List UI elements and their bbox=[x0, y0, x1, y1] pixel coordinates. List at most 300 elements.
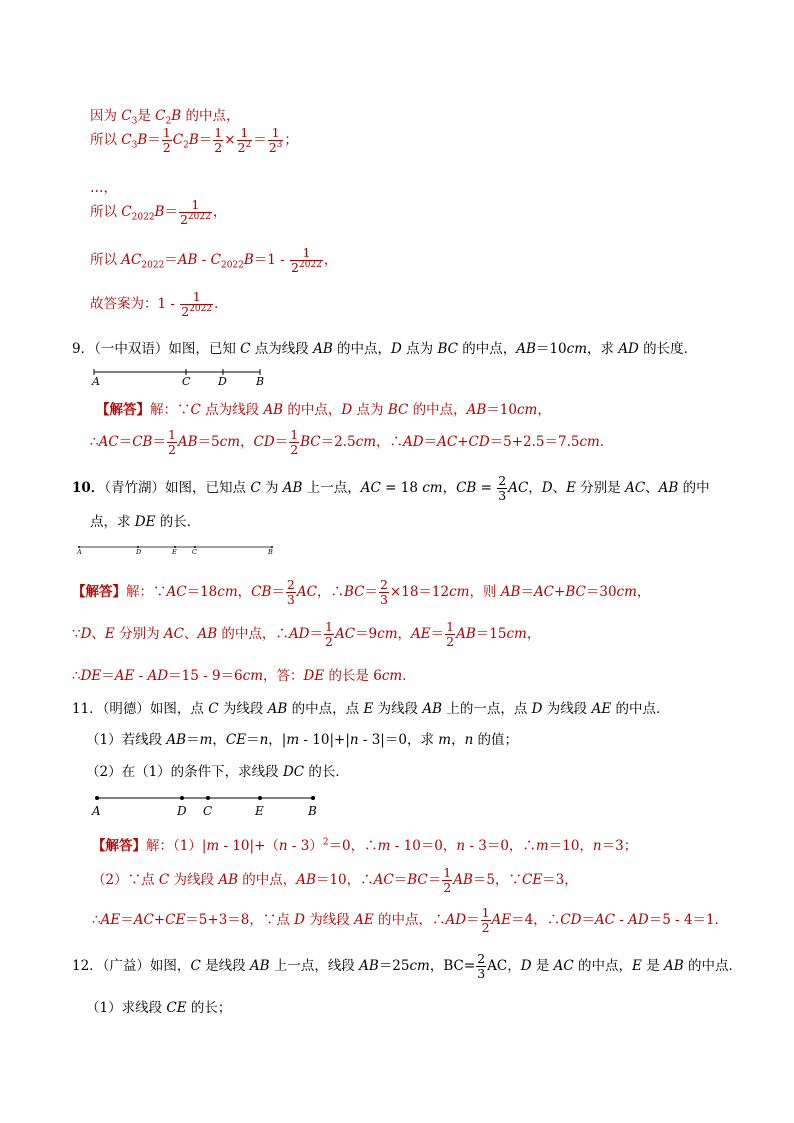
text: BC= bbox=[443, 957, 476, 974]
var: CE bbox=[165, 911, 186, 928]
label-a: A bbox=[92, 375, 100, 388]
text: 点，求 bbox=[90, 514, 135, 530]
q11-part2 bbox=[86, 760, 726, 780]
var: m bbox=[206, 838, 220, 854]
text: ＝ bbox=[364, 583, 378, 600]
var: AC bbox=[296, 583, 317, 600]
var: AB bbox=[664, 957, 684, 974]
q11-answer-line1 bbox=[92, 834, 732, 854]
denominator: 2 bbox=[214, 139, 223, 155]
q12-question bbox=[72, 951, 742, 981]
var: D bbox=[391, 341, 402, 357]
q11-answer-line3 bbox=[92, 906, 732, 935]
var: C bbox=[121, 203, 132, 220]
numerator: 2 bbox=[477, 951, 486, 966]
text: ＝ bbox=[466, 911, 480, 928]
var: DE bbox=[134, 514, 156, 530]
text: 解：（1）| bbox=[146, 838, 207, 854]
text: 因为 bbox=[90, 108, 122, 124]
text: ＝10 bbox=[486, 402, 517, 418]
text: 分别是 bbox=[575, 479, 626, 496]
segment-svg bbox=[92, 362, 272, 388]
base: 2 bbox=[179, 211, 188, 227]
text: - 10|+（ bbox=[219, 838, 279, 854]
unit: cm bbox=[579, 433, 600, 450]
var: n bbox=[259, 732, 269, 748]
var: AB bbox=[456, 625, 476, 642]
text: 的值； bbox=[473, 732, 519, 748]
var: AB bbox=[466, 402, 487, 418]
text: AC bbox=[487, 957, 508, 974]
var: D bbox=[294, 911, 305, 928]
var: m bbox=[377, 838, 391, 854]
text: ＝18 bbox=[186, 583, 218, 600]
text: 点为 bbox=[352, 402, 388, 418]
var: C bbox=[210, 251, 221, 268]
text: 点为线段 bbox=[200, 402, 264, 418]
var: AB bbox=[359, 957, 379, 974]
var: AB bbox=[296, 871, 316, 888]
text: ． bbox=[402, 668, 416, 684]
base: 2 bbox=[237, 139, 246, 155]
text: ＝4，∴ bbox=[511, 911, 561, 928]
text: 、 bbox=[645, 479, 659, 496]
text: …， bbox=[90, 180, 117, 196]
numerator: 1 bbox=[180, 290, 213, 305]
numerator: 1 bbox=[268, 126, 284, 141]
text: ，∴ bbox=[376, 433, 404, 450]
var: AC bbox=[373, 871, 394, 888]
var: AC bbox=[437, 433, 458, 450]
unit: cm bbox=[616, 583, 637, 600]
text: ＝ bbox=[164, 251, 178, 268]
denominator: 3 bbox=[498, 487, 507, 503]
unit: cm bbox=[449, 583, 470, 600]
text: ＝ bbox=[164, 203, 178, 220]
q9-answer-line1 bbox=[96, 398, 736, 418]
numerator: 1 bbox=[179, 198, 212, 213]
label-c: C bbox=[182, 375, 191, 388]
var: BC bbox=[437, 341, 458, 357]
var: CE bbox=[521, 871, 543, 888]
var: AD bbox=[288, 625, 310, 642]
var: AB bbox=[218, 871, 238, 888]
q11-answer-line2 bbox=[92, 866, 732, 895]
text: 的中点， bbox=[238, 871, 297, 888]
label-c: C bbox=[192, 548, 197, 556]
numerator: 1 bbox=[237, 126, 253, 141]
exp: 2022 bbox=[189, 303, 213, 314]
var: DE bbox=[303, 668, 325, 684]
var: n bbox=[278, 838, 288, 854]
point-e bbox=[258, 796, 262, 800]
base: 2 bbox=[181, 303, 190, 319]
text: 的中点， bbox=[332, 341, 392, 357]
text: - 3＝0，∴ bbox=[465, 838, 536, 854]
sub: 2022 bbox=[220, 260, 244, 271]
text: （青竹湖）如图，已知点 bbox=[104, 479, 251, 496]
text: 上的一点，点 bbox=[442, 701, 532, 717]
s8-line5 bbox=[90, 246, 730, 275]
var: AE bbox=[591, 701, 612, 717]
text: 解：∵ bbox=[126, 583, 167, 600]
text: = bbox=[476, 479, 497, 496]
var: AB bbox=[177, 251, 198, 268]
var: AD bbox=[618, 341, 639, 357]
var: AB bbox=[453, 871, 473, 888]
fraction bbox=[476, 952, 486, 981]
text: 是 bbox=[641, 957, 664, 974]
label-e: E bbox=[255, 804, 264, 818]
text: 所以 bbox=[90, 131, 122, 148]
label-b: B bbox=[308, 804, 317, 818]
text: 的中点， bbox=[573, 957, 633, 974]
var: CD bbox=[468, 433, 490, 450]
var: CE bbox=[166, 1000, 187, 1016]
numerator: 2 bbox=[498, 473, 507, 488]
var: AE bbox=[114, 668, 135, 684]
exp: 2022 bbox=[298, 259, 322, 270]
sub: 2 bbox=[183, 140, 189, 151]
var: AB bbox=[500, 583, 521, 600]
text: 是 bbox=[137, 108, 156, 124]
point-d bbox=[180, 796, 184, 800]
text: ＝30 bbox=[585, 583, 617, 600]
var: C bbox=[190, 957, 201, 974]
var: n bbox=[456, 838, 466, 854]
var: CD bbox=[560, 911, 582, 928]
fraction bbox=[286, 578, 296, 607]
s8-line1 bbox=[90, 104, 730, 127]
var: D bbox=[531, 701, 543, 717]
var: C bbox=[155, 108, 166, 124]
var: AC bbox=[121, 251, 142, 268]
var: AC bbox=[533, 583, 555, 600]
fraction bbox=[290, 246, 323, 275]
q10-answer-line2 bbox=[72, 620, 712, 649]
text: ∴ bbox=[72, 668, 81, 684]
text: 的长； bbox=[186, 1000, 232, 1016]
text: 是线段 bbox=[200, 957, 250, 974]
denominator: 2 bbox=[325, 633, 333, 649]
var: CB bbox=[456, 479, 477, 496]
text: 的中点， bbox=[408, 402, 467, 418]
text: ， bbox=[507, 957, 521, 974]
s8-line2 bbox=[90, 126, 730, 155]
s8-line3 bbox=[90, 176, 730, 196]
text: 为线段 bbox=[305, 911, 355, 928]
var: BC bbox=[565, 583, 586, 600]
label-a: A bbox=[77, 548, 82, 556]
var: AC bbox=[133, 911, 154, 928]
text: ， bbox=[429, 957, 444, 974]
fraction bbox=[324, 620, 334, 649]
var: C bbox=[190, 402, 201, 418]
text: ＝ bbox=[430, 625, 445, 642]
text: ， bbox=[212, 203, 227, 220]
fraction bbox=[268, 126, 284, 155]
text: 所以 bbox=[90, 251, 122, 268]
text: ＝2.5 bbox=[320, 433, 356, 450]
sub: 2022 bbox=[141, 260, 165, 271]
text: ＝ bbox=[309, 625, 324, 642]
var: B bbox=[188, 131, 199, 148]
var: m bbox=[535, 838, 549, 854]
text: ＝ bbox=[274, 433, 289, 450]
text: ＝ bbox=[186, 732, 200, 748]
label-c: C bbox=[203, 804, 213, 818]
text: ， bbox=[397, 625, 412, 642]
text: ； bbox=[284, 131, 298, 148]
text: 点为线段 bbox=[250, 341, 314, 357]
text: ＝ bbox=[198, 131, 213, 148]
var: m bbox=[438, 732, 452, 748]
var: AB bbox=[267, 701, 288, 717]
point-a bbox=[95, 796, 99, 800]
var: AB bbox=[422, 701, 443, 717]
answer-tag: 【解答】 bbox=[72, 583, 126, 600]
text: 9．（一中双语）如图，已知 bbox=[72, 341, 241, 357]
denominator: 2 bbox=[443, 879, 452, 895]
segment-svg bbox=[76, 540, 276, 560]
var: B bbox=[137, 131, 148, 148]
var: n bbox=[464, 732, 474, 748]
text: ， bbox=[451, 732, 465, 748]
sub: 2 bbox=[165, 116, 172, 127]
text: ＝5 - 4＝1． bbox=[648, 911, 729, 928]
q9-segment-figure bbox=[92, 362, 272, 388]
var: AC bbox=[508, 479, 529, 496]
sub: 3 bbox=[131, 140, 138, 151]
var: C bbox=[158, 871, 170, 888]
fraction bbox=[180, 290, 213, 319]
label-b: B bbox=[268, 548, 273, 556]
text: ＝15 bbox=[475, 625, 507, 642]
text: ， bbox=[528, 479, 542, 496]
text: ， bbox=[240, 433, 254, 450]
label-a: A bbox=[92, 804, 101, 818]
var: D bbox=[541, 479, 553, 496]
text: - 3|＝0，求 bbox=[358, 732, 439, 748]
text: 是 bbox=[531, 957, 554, 974]
fraction bbox=[442, 866, 452, 895]
text: ＝ bbox=[271, 583, 285, 600]
numerator: 1 bbox=[290, 246, 323, 261]
fraction bbox=[379, 578, 389, 607]
unit: cm bbox=[355, 433, 377, 450]
unit: cm bbox=[217, 583, 238, 600]
denominator bbox=[268, 141, 284, 155]
var: AB bbox=[197, 625, 218, 642]
var: C bbox=[172, 131, 184, 148]
text: 、 bbox=[183, 625, 198, 642]
text: 11．（明德）如图，点 bbox=[72, 701, 209, 717]
text: ，求 bbox=[587, 341, 619, 357]
text: 的长． bbox=[155, 514, 201, 530]
answer-tag: 【解答】 bbox=[96, 402, 150, 418]
text: - bbox=[197, 251, 211, 268]
denominator: 2 bbox=[481, 919, 490, 935]
var: AE bbox=[491, 911, 512, 928]
unit: cm bbox=[422, 479, 443, 496]
sub: 2022 bbox=[131, 212, 155, 223]
text: 的长是 6 bbox=[324, 668, 382, 684]
segment-svg bbox=[92, 790, 332, 820]
text: （1）求线段 bbox=[86, 1000, 167, 1016]
var: B bbox=[171, 108, 182, 124]
label-b: B bbox=[256, 375, 265, 388]
text: 的中点， bbox=[283, 402, 342, 418]
text: ＝ bbox=[427, 871, 442, 888]
unit: cm bbox=[409, 957, 430, 974]
text: ． bbox=[214, 295, 228, 312]
numerator: 1 bbox=[167, 427, 176, 442]
fraction bbox=[445, 620, 455, 649]
exp: 2022 bbox=[187, 211, 211, 222]
q10-question-line1 bbox=[72, 474, 712, 503]
text: ∴ bbox=[90, 433, 99, 450]
numerator: 1 bbox=[446, 619, 455, 634]
text: + bbox=[457, 433, 469, 450]
label-d: D bbox=[136, 548, 142, 556]
var: AC bbox=[166, 583, 187, 600]
text: - bbox=[614, 911, 629, 928]
question-number: 10． bbox=[72, 479, 105, 496]
var: AB bbox=[516, 341, 536, 357]
unit: cm bbox=[517, 402, 538, 418]
unit: cm bbox=[381, 668, 403, 684]
numerator: 1 bbox=[325, 619, 333, 634]
label-d: D bbox=[218, 375, 227, 388]
exp: 2 bbox=[322, 837, 329, 848]
var: AB bbox=[177, 433, 198, 450]
fraction bbox=[289, 428, 299, 457]
denominator bbox=[179, 213, 212, 227]
text: 的长． bbox=[304, 764, 349, 780]
text: ×18＝12 bbox=[389, 583, 450, 600]
denominator: 3 bbox=[286, 591, 295, 607]
var: D bbox=[520, 957, 532, 974]
q11-question bbox=[72, 697, 712, 717]
var: AE bbox=[100, 911, 121, 928]
var: AC bbox=[163, 625, 184, 642]
var: AB bbox=[658, 479, 679, 496]
var: AC bbox=[98, 433, 119, 450]
numerator: 2 bbox=[379, 577, 388, 592]
text: ＝ bbox=[120, 911, 134, 928]
text: ， bbox=[526, 625, 541, 642]
text: ＝5，∵ bbox=[472, 871, 522, 888]
text: ＝10，∴ bbox=[315, 871, 374, 888]
var: AD bbox=[147, 668, 169, 684]
var: AC bbox=[594, 911, 615, 928]
unit: cm bbox=[219, 433, 241, 450]
var: AB bbox=[249, 957, 270, 974]
answer-tag: 【解答】 bbox=[92, 838, 146, 854]
text: ， bbox=[212, 732, 226, 748]
var: AC bbox=[553, 957, 574, 974]
text: 的中点，点 bbox=[287, 701, 364, 717]
base: 2 bbox=[268, 139, 277, 155]
denominator bbox=[237, 141, 253, 155]
text: 的中 bbox=[678, 479, 710, 496]
var: C bbox=[250, 479, 261, 496]
var: AB bbox=[313, 341, 333, 357]
text: 的中点． bbox=[683, 957, 742, 974]
text: ＝10， bbox=[548, 838, 593, 854]
text: ＝ bbox=[581, 911, 595, 928]
text: - 10＝0， bbox=[390, 838, 457, 854]
text: ， bbox=[237, 583, 252, 600]
text: ＝1 - bbox=[253, 251, 290, 268]
fraction bbox=[162, 126, 172, 155]
text: ＝9 bbox=[355, 625, 378, 642]
fraction bbox=[179, 198, 212, 227]
var: n bbox=[349, 732, 359, 748]
s8-line6 bbox=[90, 290, 730, 319]
text: ，答： bbox=[263, 668, 304, 684]
fraction bbox=[167, 428, 177, 457]
numerator: 1 bbox=[443, 865, 452, 880]
unit: cm bbox=[242, 668, 264, 684]
text: ＝15 - 9＝6 bbox=[168, 668, 243, 684]
var: m bbox=[286, 732, 300, 748]
numerator: 1 bbox=[290, 427, 299, 442]
text: 12．（广益）如图， bbox=[72, 957, 191, 974]
fraction bbox=[213, 126, 223, 155]
text: ＝5+3＝8，∵点 bbox=[185, 911, 295, 928]
var: AB bbox=[166, 732, 187, 748]
text: ＝3， bbox=[542, 871, 578, 888]
denominator: 3 bbox=[379, 591, 388, 607]
text: 为线段 bbox=[169, 871, 219, 888]
text: 为线段 bbox=[542, 701, 592, 717]
var: CD bbox=[253, 433, 275, 450]
fraction bbox=[481, 906, 491, 935]
text: 上一点， bbox=[302, 479, 361, 496]
text: + bbox=[554, 583, 566, 600]
var: C bbox=[121, 131, 132, 148]
q10-segment-figure bbox=[76, 540, 276, 560]
q12-part1 bbox=[86, 996, 726, 1016]
text: ∵ bbox=[72, 625, 81, 642]
sub: 3 bbox=[131, 116, 138, 127]
text: ，∴ bbox=[316, 583, 344, 600]
numerator: 2 bbox=[286, 577, 295, 592]
text: + bbox=[153, 911, 166, 928]
var: B bbox=[243, 251, 254, 268]
text: ＝ bbox=[101, 668, 115, 684]
text: （1）若线段 bbox=[86, 732, 167, 748]
var: AC bbox=[334, 625, 356, 642]
text: ＝ bbox=[246, 732, 260, 748]
text: ． bbox=[599, 433, 614, 450]
text: 点为 bbox=[401, 341, 438, 357]
var: CB bbox=[132, 433, 153, 450]
text: = 18 bbox=[380, 479, 423, 496]
var: B bbox=[154, 203, 165, 220]
exp: 3 bbox=[276, 139, 283, 150]
text: 故答案为：1 - bbox=[90, 295, 180, 312]
var: m bbox=[199, 732, 213, 748]
var: AE bbox=[411, 625, 431, 642]
q11-segment-figure bbox=[92, 790, 332, 820]
text: ＝ bbox=[393, 871, 408, 888]
numerator: 1 bbox=[162, 125, 171, 141]
text: 为 bbox=[260, 479, 283, 496]
var: E bbox=[104, 625, 115, 642]
var: AD bbox=[445, 911, 467, 928]
